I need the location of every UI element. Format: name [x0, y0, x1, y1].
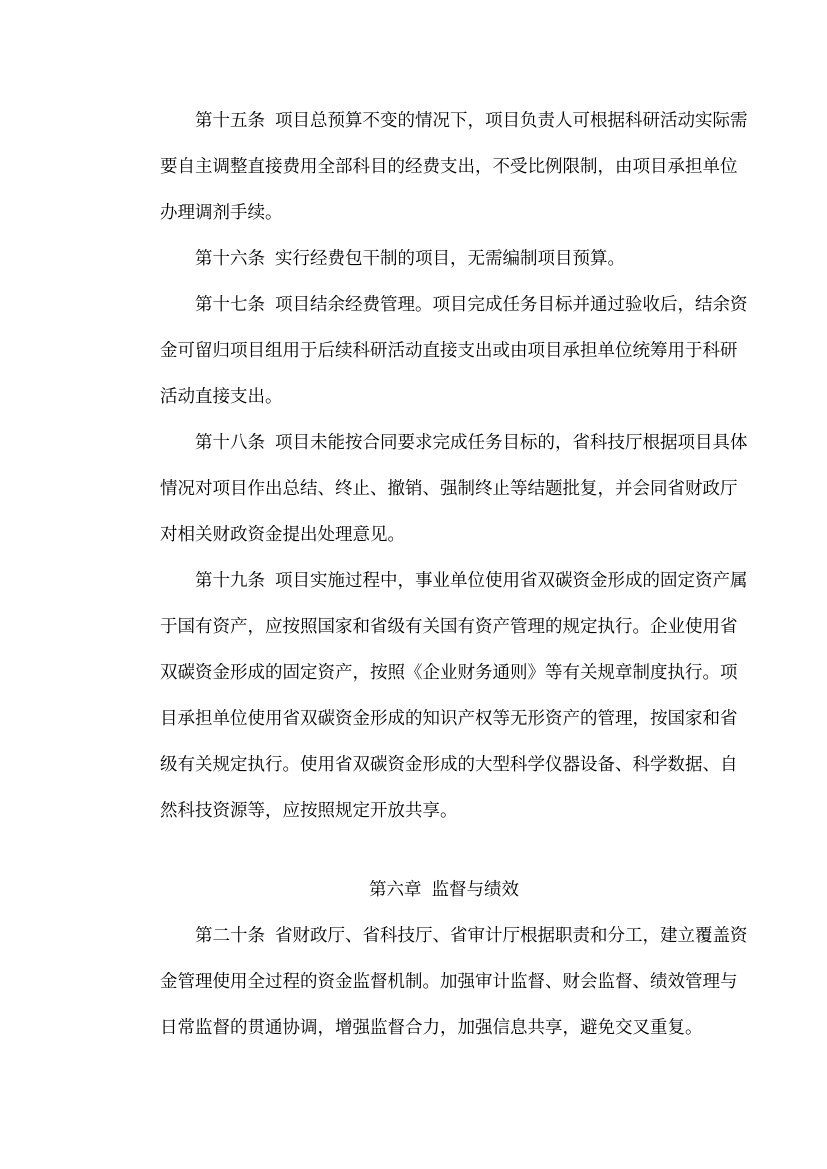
article-17-line-1 — [125, 282, 748, 328]
article-15-number: 第十五条 — [195, 111, 265, 131]
article-15-line-3: 办理调剂手续。 — [160, 203, 283, 223]
article-17-number: 第十七条 — [195, 295, 265, 315]
article-20-paragraph — [125, 913, 748, 1051]
article-19-line-5: 级有关规定执行。使用省双碳资金形成的大型科学仪器设备、科学数据、自 — [160, 755, 738, 775]
article-19-text-1: 项目实施过程中，事业单位使用省双碳资金形成的固定资产属 — [275, 571, 748, 591]
chapter-heading — [125, 867, 703, 913]
article-16-text-1: 实行经费包干制的项目，无需编制项目预算。 — [275, 249, 625, 269]
article-20-line-1 — [125, 913, 748, 959]
article-20-line-3: 日常监督的贯通协调，增强监督合力，加强信息共享，避免交叉重复。 — [160, 1018, 703, 1038]
article-15-paragraph — [125, 98, 748, 236]
article-18-paragraph — [125, 420, 748, 558]
article-19-line-4: 目承担单位使用省双碳资金形成的知识产权等无形资产的管理，按国家和省 — [160, 709, 738, 729]
article-20-text-1: 省财政厅、省科技厅、省审计厅根据职责和分工，建立覆盖资 — [275, 926, 748, 946]
article-17-line-3: 活动直接支出。 — [160, 387, 283, 407]
article-18-line-3: 对相关财政资金提出处理意见。 — [160, 525, 405, 545]
article-19-line-6: 然科技资源等，应按照规定开放共享。 — [160, 801, 458, 821]
article-20-number: 第二十条 — [195, 926, 265, 946]
document-body — [125, 98, 748, 1051]
article-20-line-2: 金管理使用全过程的资金监督机制。加强审计监督、财会监督、绩效管理与 — [160, 972, 738, 992]
article-18-number: 第十八条 — [195, 433, 265, 453]
chapter-title: 监督与绩效 — [431, 880, 519, 900]
chapter-number: 第六章 — [369, 880, 422, 900]
section-spacer — [125, 834, 703, 867]
article-18-text-1: 项目未能按合同要求完成任务目标的，省科技厅根据项目具体 — [275, 433, 748, 453]
article-17-text-1: 项目结余经费管理。项目完成任务目标并通过验收后，结余资 — [275, 295, 748, 315]
article-17-line-2: 金可留归项目组用于后续科研活动直接支出或由项目承担单位统筹用于科研 — [160, 341, 738, 361]
article-16-line-1 — [125, 236, 703, 282]
article-18-line-2: 情况对项目作出总结、终止、撤销、强制终止等结题批复，并会同省财政厅 — [160, 479, 738, 499]
article-17-paragraph — [125, 282, 748, 420]
article-19-line-3: 双碳资金形成的固定资产，按照《企业财务通则》等有关规章制度执行。项 — [160, 663, 738, 683]
article-16-number: 第十六条 — [195, 249, 265, 269]
article-15-line-1 — [125, 98, 748, 144]
article-15-text-1: 项目总预算不变的情况下，项目负责人可根据科研活动实际需 — [275, 111, 748, 131]
article-19-line-1 — [125, 558, 748, 604]
article-19-paragraph — [125, 558, 748, 834]
article-15-line-2: 要自主调整直接费用全部科目的经费支出，不受比例限制，由项目承担单位 — [160, 157, 738, 177]
article-19-line-2: 于国有资产，应按照国家和省级有关国有资产管理的规定执行。企业使用省 — [160, 617, 738, 637]
article-16-paragraph — [125, 236, 703, 282]
article-19-number: 第十九条 — [195, 571, 265, 591]
article-18-line-1 — [125, 420, 748, 466]
